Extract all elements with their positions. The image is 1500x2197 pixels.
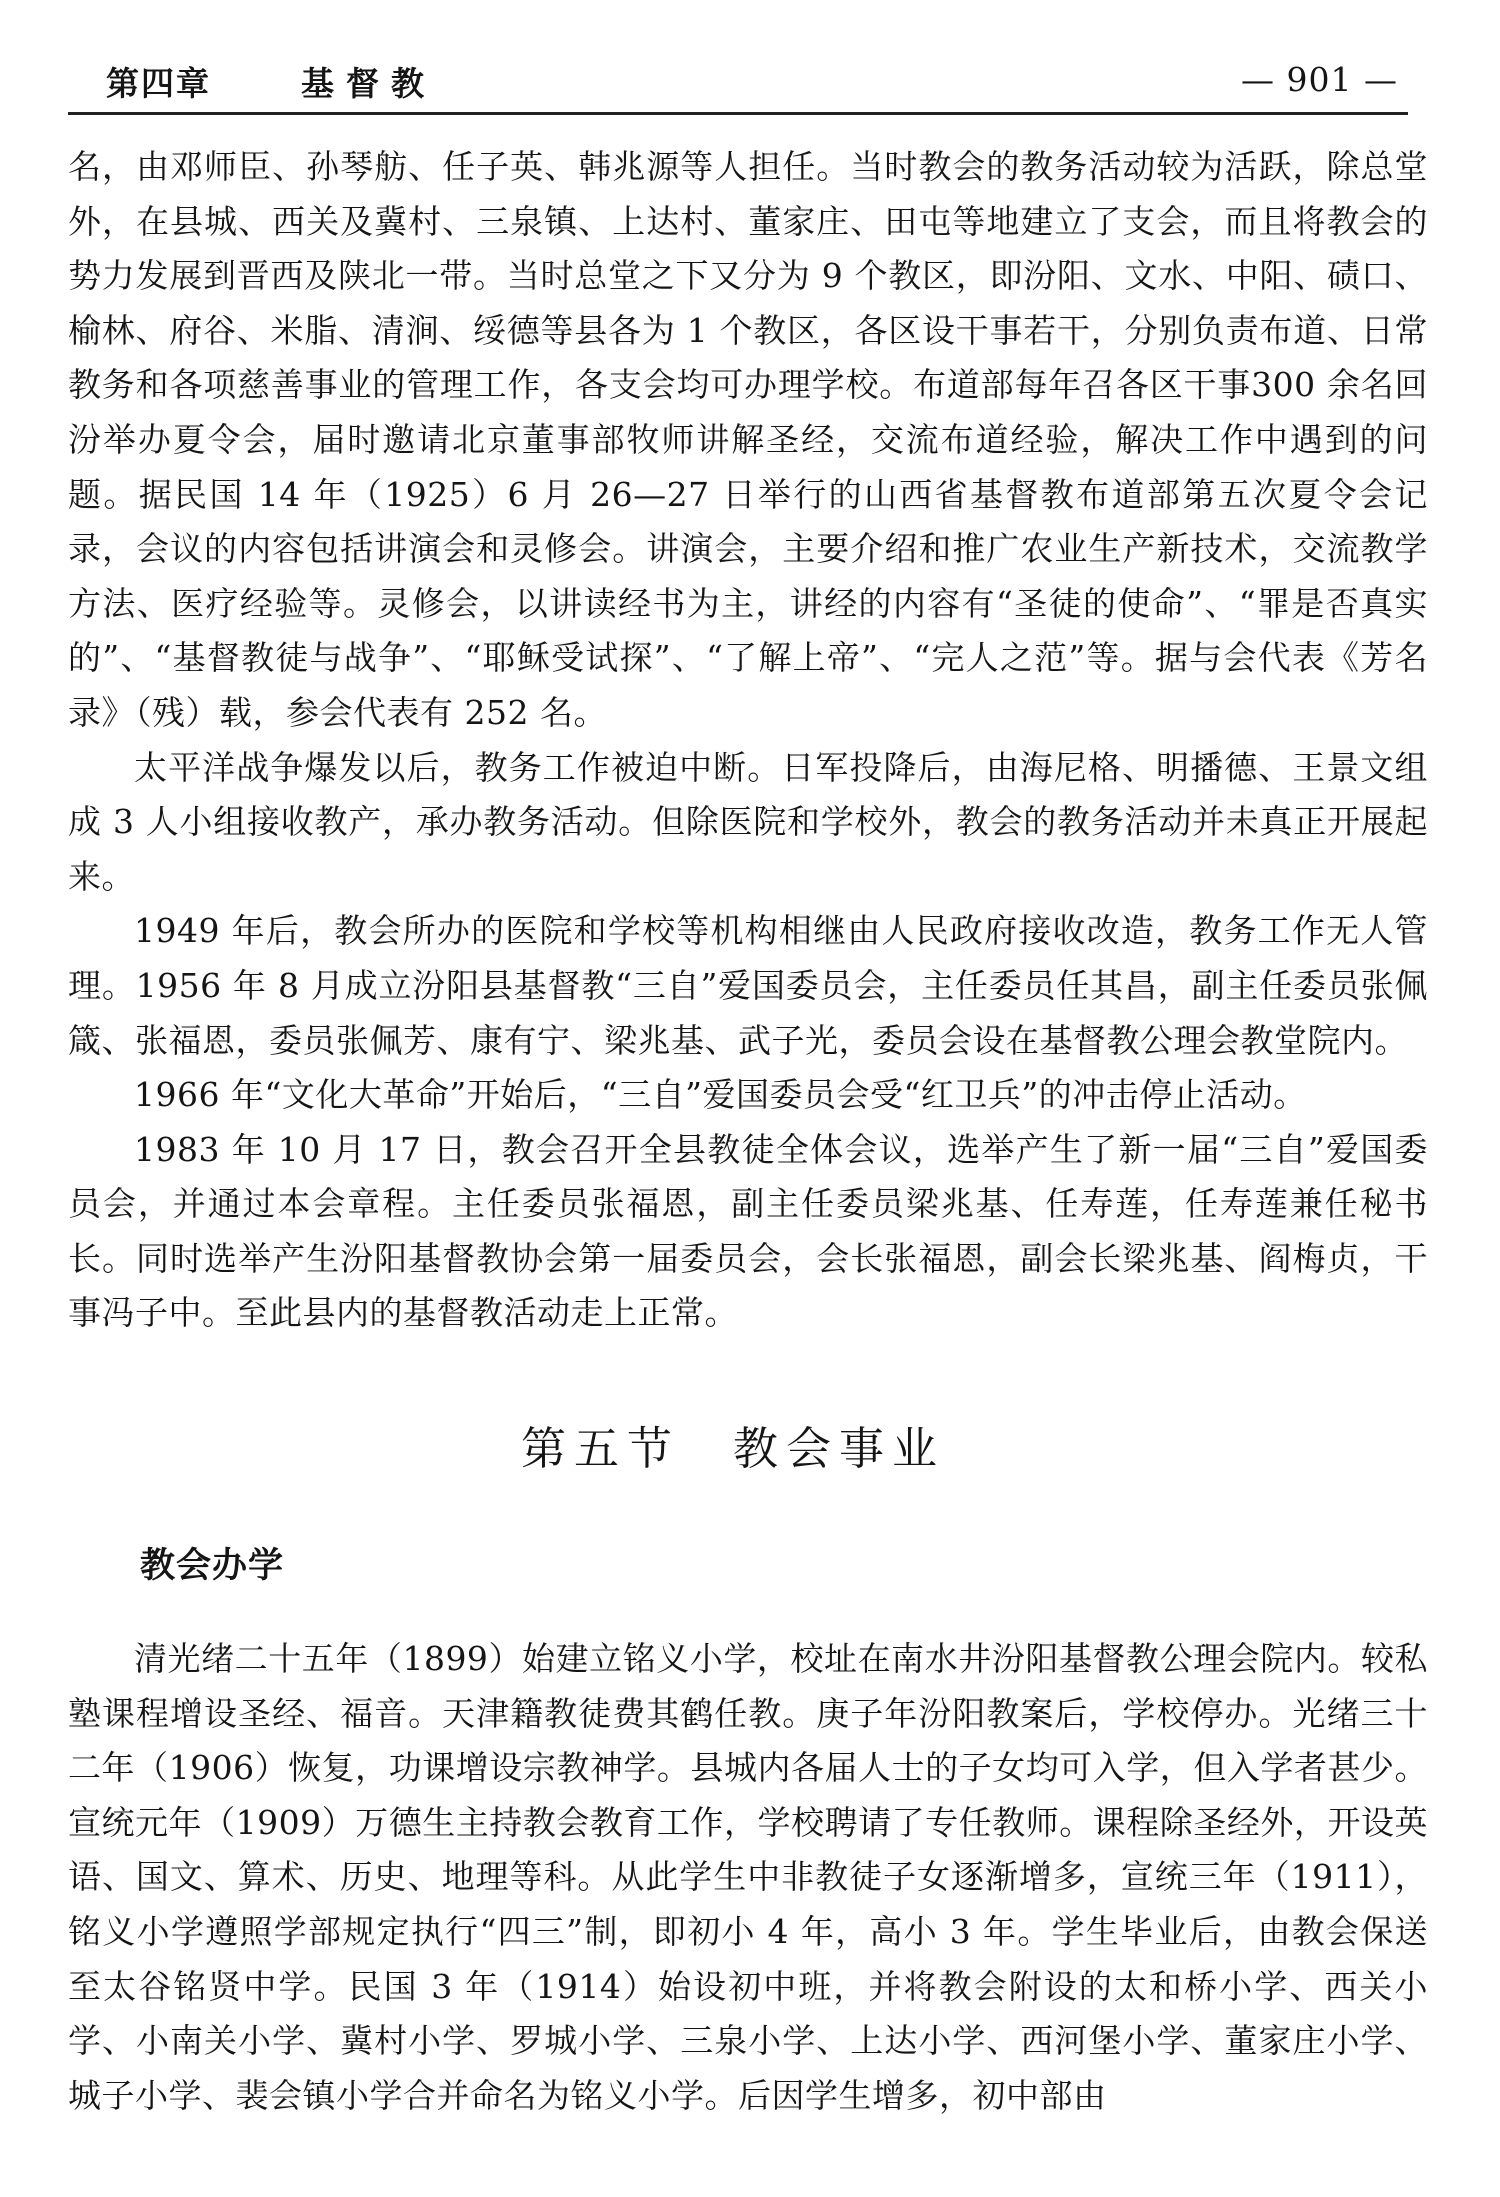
chapter-title: 基督教 [301, 64, 436, 103]
spacer [68, 1592, 1428, 1632]
subsection-heading: 教会办学 [140, 1546, 285, 1587]
paragraph-continued: 名，由邓师臣、孙琴舫、任子英、韩兆源等人担任。当时教会的教务活动较为活跃，除总堂外，在县城、西关及冀村、三泉镇、上达村、董家庄、田屯等地建立了支会，而且将教会的势力发展到晋西及陕北一带。当时总堂之下又分为 9 个教区，即汾阳、文水、中阳、碛口、榆林、府谷、米脂、清涧、绥德等县各为 1 个教区，各区设干事若干，分别负责布道、日常教务和各项慈善事业的管理工作，各支会均可办理学校。布道部每年召各区干事300 余名回汾举办夏令会，届时邀请北京董事部牧师讲解圣经，交流布道经验，解决工作中遇到的问题。据民国 14 年（1925）6 月 26—27 日举行的山西省基督教布道部第五次夏令会记录，会议的内容包括讲演会和灵修会。讲演会，主要介绍和推广农业生产新技术，交流教学方法、医疗经验等。灵修会，以讲读经书为主，讲经的内容有“圣徒的使命”、“罪是否真实的”、“基督教徒与战争”、“耶稣受试探”、“了解上帝”、“完人之范”等。据与会代表《芳名录》（残）载，参会代表有 252 名。 [68, 147, 1428, 732]
paragraph: 1949 年后，教会所办的医院和学校等机构相继由人民政府接收改造，教务工作无人管理。1956 年 8 月成立汾阳县基督教“三自”爱国委员会，主任委员任其昌，副主任委员张佩箴、张福恩，委员张佩芳、康有宁、梁兆基、武子光，委员会设在基督教公理会教堂院内。 [68, 911, 1428, 1060]
section-heading: 第五节 教会事业 [520, 1422, 945, 1476]
paragraph: 太平洋战争爆发以后，教务工作被迫中断。日军投降后，由海尼格、明播德、王景文组成 3 人小组接收教产，承办教务活动。但除医院和学校外，教会的教务活动并未真正开展起来。 [68, 747, 1428, 896]
paragraph: 1966 年“文化大革命”开始后，“三自”爱国委员会受“红卫兵”的冲击停止活动。 [134, 1075, 1307, 1115]
paragraph: 清光绪二十五年（1899）始建立铭义小学，校址在南水井汾阳基督教公理会院内。较私塾课程增设圣经、福音。天津籍教徒费其鹤任教。庚子年汾阳教案后，学校停办。光绪三十二年（1906）恢复，功课增设宗教神学。县城内各届人士的子女均可入学，但入学者甚少。宣统元年（1909）万德生主持教会教育工作，学校聘请了专任教师。课程除圣经外，开设英语、国文、算术、历史、地理等科。从此学生中非教徒子女逐渐增多，宣统三年（1911），铭义小学遵照学部规定执行“四三”制，即初小 4 年，高小 3 年。学生毕业后，由教会保送至太谷铭贤中学。民国 3 年（1914）始设初中班，并将教会附设的太和桥小学、西关小学、小南关小学、冀村小学、罗城小学、三泉小学、上达小学、西河堡小学、董家庄小学、城子小学、裴会镇小学合并命名为铭义小学。后因学生增多，初中部由 [68, 1639, 1428, 2115]
chapter-label: 第四章 [106, 64, 211, 103]
paragraph: 1983 年 10 月 17 日，教会召开全县教徒全体会议，选举产生了新一届“三自”爱国委员会，并通过本会章程。主任委员张福恩，副主任委员梁兆基、任寿莲，任寿莲兼任秘书长。同时选举产生汾阳基督教协会第一届委员会，会长张福恩，副会长梁兆基、阎梅贞，干事冯子中。至此县内的基督教活动走上正常。 [68, 1129, 1428, 1333]
page-number: — 901 — [1241, 60, 1398, 99]
header-rule [68, 112, 1408, 115]
running-header [68, 58, 1408, 118]
page-body [68, 140, 1428, 2123]
